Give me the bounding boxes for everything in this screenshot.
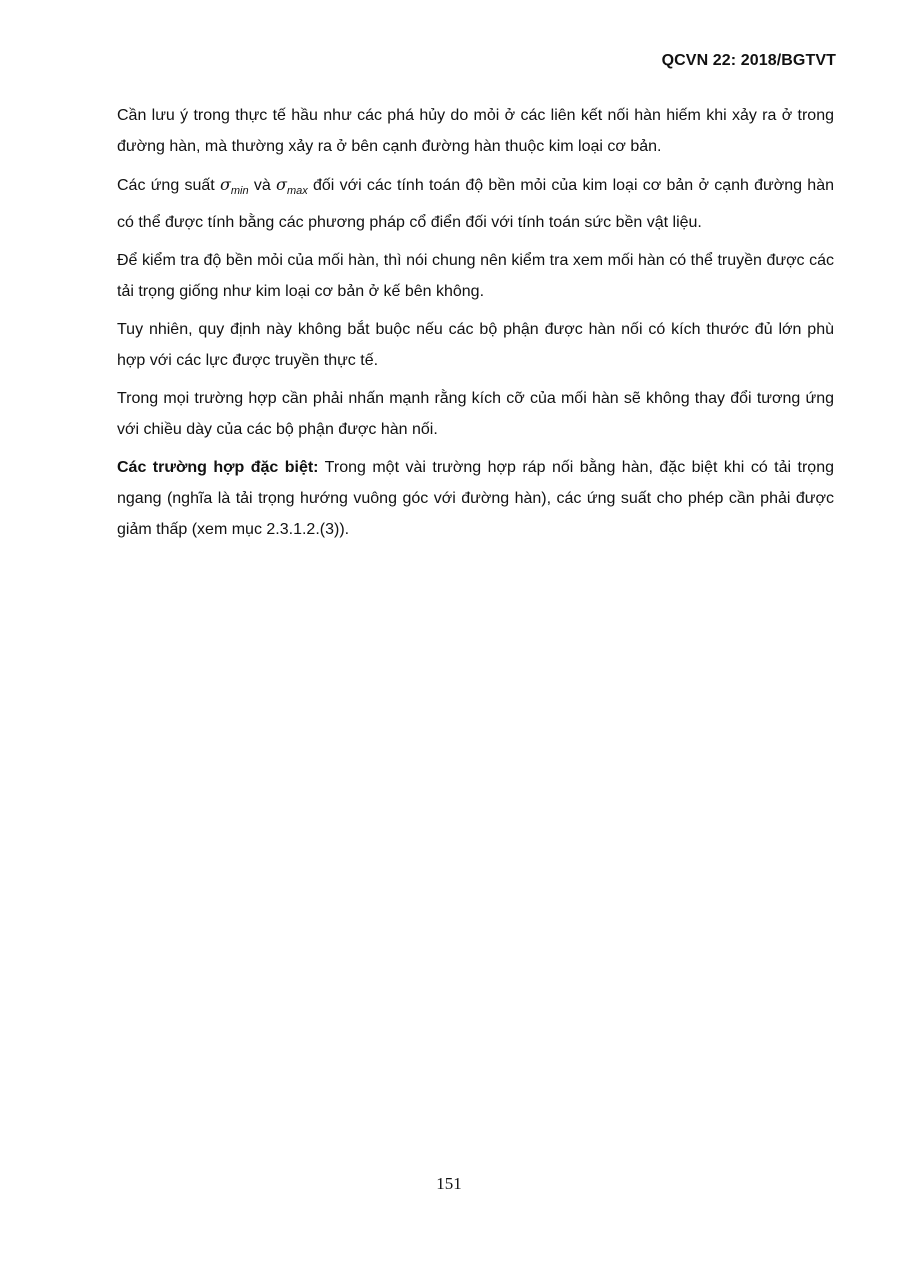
paragraph-text-before: Các ứng suất bbox=[117, 177, 220, 194]
paragraph-text-after: đối với các tính toán độ bền mỏi của kim loại cơ bản ở cạnh đường hàn có thể được tính bằng các phương pháp cổ điển đối với tính toán sức bền vật liệu. bbox=[117, 177, 834, 232]
paragraph-weld-fatigue-check: Để kiểm tra độ bền mỏi của mối hàn, thì nói chung nên kiểm tra xem mối hàn có thể truyền được các tải trọng giống như kim loại cơ bản ở kế bên không. bbox=[117, 252, 834, 301]
sigma-min-subscript: min bbox=[230, 185, 249, 198]
sigma-letter: σ bbox=[276, 175, 287, 194]
paragraph-fatigue-failure-location: Cần lưu ý trong thực tế hầu như các phá hủy do mỏi ở các liên kết nối hàn hiếm khi xảy ra ở trong đường hàn, mà thường xảy ra ở bên cạnh đường hàn thuộc kim loại cơ bản. bbox=[117, 107, 834, 155]
paragraph-text-middle: và bbox=[248, 177, 277, 194]
sigma-min-symbol bbox=[219, 175, 249, 198]
paragraph-weld-size: Trong mọi trường hợp cần phải nhấn mạnh rằng kích cỡ của mối hàn sẽ không thay đổi tương ứng với chiều dày của các bộ phận được hàn nối. bbox=[117, 390, 834, 439]
paragraph-stress-calculation bbox=[117, 169, 834, 238]
paragraph-exception-rule: Tuy nhiên, quy định này không bắt buộc nếu các bộ phận được hàn nối có kích thước đủ lớn phù hợp với các lực được truyền thực tế. bbox=[117, 321, 834, 370]
special-cases-text: Trong một vài trường hợp ráp nối bằng hàn, đặc biệt khi có tải trọng ngang (nghĩa là tải trọng hướng vuông góc với đường hàn), các ứng suất cho phép cần phải được giảm thấp (xem mục 2.3.1.2.(3)). bbox=[117, 459, 834, 539]
paragraph-special-cases bbox=[117, 452, 834, 545]
sigma-letter: σ bbox=[219, 175, 231, 194]
page-number: 151 bbox=[436, 1174, 462, 1193]
document-body bbox=[117, 100, 834, 552]
sigma-max-subscript: max bbox=[286, 185, 308, 198]
document-code-header: QCVN 22: 2018/BGTVT bbox=[661, 52, 836, 69]
special-cases-heading: Các trường hợp đặc biệt: bbox=[117, 459, 319, 477]
sigma-max-symbol bbox=[276, 175, 308, 198]
